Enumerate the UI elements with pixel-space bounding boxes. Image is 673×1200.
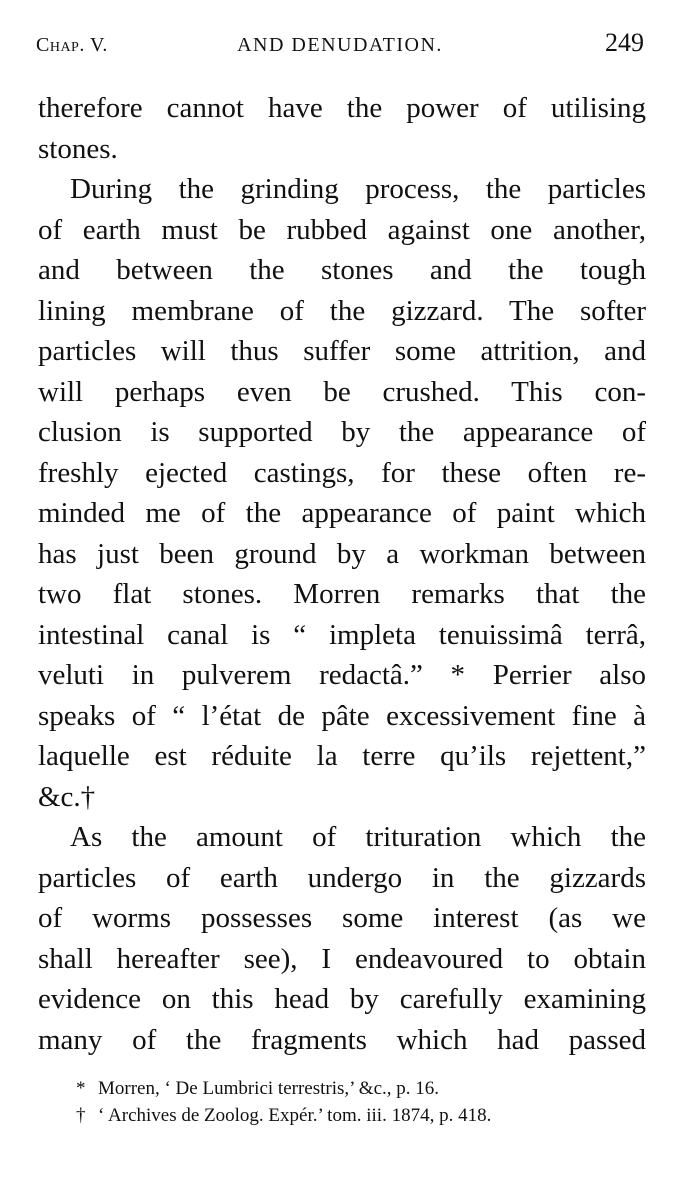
running-header (36, 28, 644, 64)
text-line: has just been ground by a workman between (38, 537, 646, 570)
text-line: lining membrane of the gizzard. The softer (38, 294, 646, 327)
text-line: shall hereafter see), I endeavoured to obtain (38, 942, 646, 975)
text-line: clusion is supported by the appearance of (38, 416, 646, 448)
text-line: veluti in pulverem redactâ.” * Perrier also (38, 659, 646, 691)
footnote-mark: † (76, 1105, 86, 1126)
text-line: two flat stones. Morren remarks that the (38, 578, 646, 610)
text-line: therefore cannot have the power of utilising (38, 92, 646, 124)
chapter-label: Chap. V. (36, 34, 108, 56)
text-line: of worms possesses some interest (as we (38, 902, 646, 934)
page-number: 249 (605, 28, 644, 57)
text-line: will perhaps even be crushed. This con- (38, 375, 646, 408)
text-line: stones. (38, 132, 118, 165)
footnote-text: Morren, ‘ De Lumbrici terrestris,’ &c., p. 16. (98, 1078, 440, 1099)
text-line: many of the fragments which had passed (38, 1023, 646, 1056)
text-line: evidence on this head by carefully examining (38, 983, 646, 1015)
running-title: AND DENUDATION. (237, 34, 443, 56)
text-line: freshly ejected castings, for these often re- (38, 456, 646, 489)
text-line: minded me of the appearance of paint which (38, 497, 646, 529)
footnote (76, 1075, 636, 1102)
footnote-mark: * (76, 1078, 86, 1099)
paragraph-start-line: As the amount of trituration which the (70, 821, 646, 853)
footnote-text: ‘ Archives de Zoolog. Expér.’ tom. iii. 1874, p. 418. (98, 1105, 492, 1126)
text-line: laquelle est réduite la terre qu’ils rejettent,” (38, 740, 646, 772)
text-line: speaks of “ l’état de pâte excessivement fine à (38, 699, 646, 732)
text-line: &c.† (38, 780, 96, 813)
text-line: of earth must be rubbed against one another, (38, 213, 646, 246)
paragraph-start-line: During the grinding process, the particles (70, 173, 646, 205)
footnotes (76, 1075, 636, 1129)
text-line: intestinal canal is “ impleta tenuissimâ terrâ, (38, 618, 646, 651)
body-text (38, 88, 646, 1060)
footnote (76, 1102, 636, 1129)
text-line: particles will thus suffer some attrition, and (38, 335, 646, 367)
text-line: and between the stones and the tough (38, 254, 646, 286)
text-line: particles of earth undergo in the gizzards (38, 861, 646, 894)
